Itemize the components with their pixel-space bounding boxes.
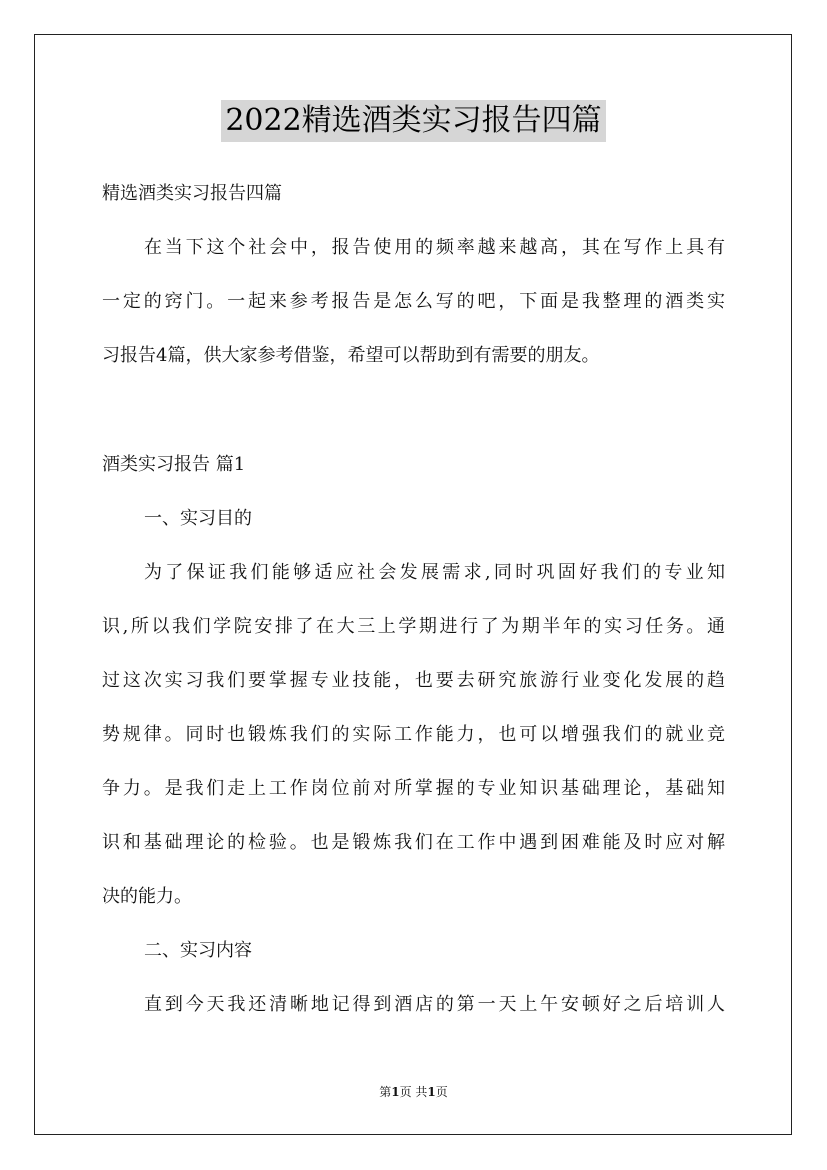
purpose-line: 识,所以我们学院安排了在大三上学期进行了为期半年的实习任务。通: [102, 616, 725, 637]
intro-line: 在当下这个社会中，报告使用的频率越来越高，其在写作上具有: [144, 237, 725, 258]
footer-page-mid: 页 共: [399, 1085, 428, 1099]
intro-line: 习报告4篇，供大家参考借鉴，希望可以帮助到有需要的朋友。: [102, 345, 600, 366]
content-line: 直到今天我还清晰地记得到酒店的第一天上午安顿好之后培训人: [144, 994, 725, 1015]
document-title-wrapper: [0, 100, 827, 142]
document-subtitle: 精选酒类实习报告四篇: [102, 183, 282, 204]
intro-line: 一定的窍门。一起来参考报告是怎么写的吧，下面是我整理的酒类实: [102, 291, 725, 312]
purpose-line: 争力。是我们走上工作岗位前对所掌握的专业知识基础理论，基础知: [102, 778, 725, 799]
purpose-line: 为了保证我们能够适应社会发展需求,同时巩固好我们的专业知: [144, 562, 725, 583]
page-footer: [0, 1084, 827, 1100]
purpose-line: 识和基础理论的检验。也是锻炼我们在工作中遇到困难能及时应对解: [102, 832, 725, 853]
footer-page-prefix: 第: [379, 1085, 392, 1099]
purpose-heading: 一、实习目的: [144, 508, 252, 529]
content-heading: 二、实习内容: [144, 940, 252, 961]
document-title: 2022精选酒类实习报告四篇: [221, 100, 605, 142]
footer-page-number: 1: [391, 1085, 400, 1099]
purpose-line: 过这次实习我们要掌握专业技能，也要去研究旅游行业变化发展的趋: [102, 670, 725, 691]
purpose-line: 决的能力。: [102, 886, 192, 907]
footer-page-suffix: 页: [435, 1085, 448, 1099]
footer-total-pages: 1: [427, 1085, 436, 1099]
section-heading: 酒类实习报告 篇1: [102, 454, 246, 475]
purpose-line: 势规律。同时也锻炼我们的实际工作能力，也可以增强我们的就业竞: [102, 724, 725, 745]
